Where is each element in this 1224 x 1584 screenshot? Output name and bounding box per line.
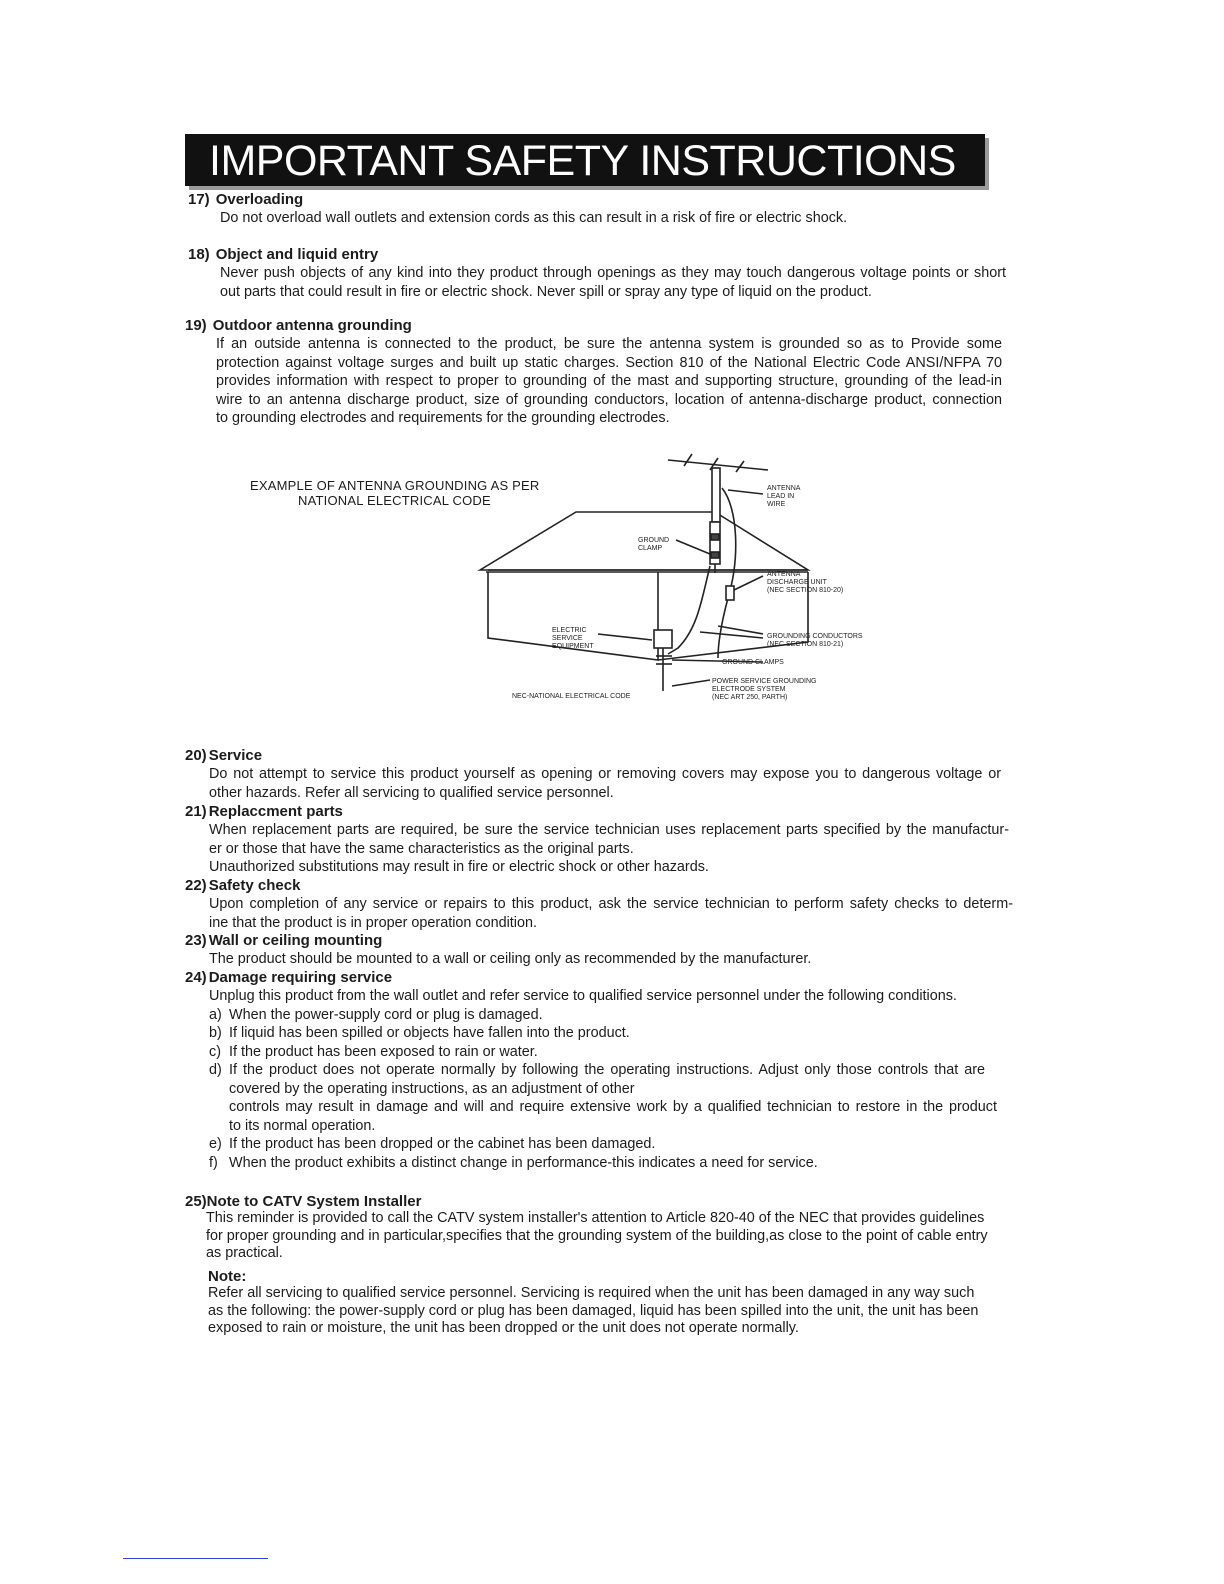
section-number: 23) — [185, 932, 207, 949]
section-18-body — [220, 264, 1006, 301]
text-line: If the product has been dropped or the cabinet has been damaged. — [229, 1136, 656, 1152]
section-number: 17) — [188, 191, 210, 208]
note-title: Note: — [208, 1268, 247, 1285]
section-number: 18) — [188, 246, 210, 263]
text-line: When the power-supply cord or plug is damaged. — [229, 1006, 543, 1023]
section-24-body — [209, 987, 995, 1172]
text-line: provides information with respect to proper to grounding of the mast and supporting structure, grounding of the lead-in — [216, 373, 1002, 389]
text-line: Do not attempt to service this product yourself as opening or removing covers may expose you to dangerous voltage or — [209, 766, 1001, 782]
text-line: other hazards. Refer all servicing to qualified service personnel. — [209, 784, 614, 801]
section-number: 24) — [185, 969, 207, 986]
section-number: 19) — [185, 317, 207, 334]
list-item — [209, 1154, 995, 1173]
section-23-body — [209, 950, 909, 969]
section-20-heading — [185, 747, 262, 764]
text-line: This reminder is provided to call the CATV system installer's attention to Article 820-40 of the NEC that provides guidelines — [206, 1210, 985, 1226]
list-item — [209, 1024, 995, 1043]
label-antenna-lead-in: ANTENNA LEAD IN WIRE — [767, 485, 801, 508]
list-item — [209, 1061, 995, 1135]
section-title: Service — [208, 747, 263, 764]
text-line: When replacement parts are required, be sure the service technician uses replacement parts specified by the manufactur- — [209, 822, 1009, 838]
antenna-grounding-diagram — [248, 448, 868, 708]
text-line: Unplug this product from the wall outlet and refer service to qualified service personnel under the following conditions. — [209, 988, 957, 1004]
text-line: as the following: the power-supply cord or plug has been damaged, liquid has been spilled into the unit, the unit has been — [208, 1302, 979, 1319]
list-letter: f) — [209, 1154, 218, 1171]
section-number: 20) — [185, 747, 207, 764]
text-line: controls may result in damage and will and require extensive work by a qualified technician to restore in the product — [229, 1099, 997, 1115]
section-title: Replaccment parts — [208, 803, 343, 820]
text-line: Unauthorized substitutions may result in fire or electric shock or other hazards. — [209, 859, 709, 875]
text-line: If liquid has been spilled or objects have fallen into the product. — [229, 1025, 630, 1041]
section-21-body — [209, 821, 1009, 877]
text-line: When the product exhibits a distinct change in performance-this indicates a need for service. — [229, 1154, 818, 1171]
label-discharge-unit: ANTENNA DISCHARGE UNIT (NEC SECTION 810-20) — [767, 571, 844, 594]
section-18-heading — [188, 246, 378, 263]
text-line: ine that the product is in proper operation condition. — [209, 914, 537, 931]
text-line: Upon completion of any service or repairs to this product, ask the service technician to perform safety checks to determ- — [209, 896, 1013, 912]
section-title: Object and liquid entry — [215, 246, 379, 263]
label-ground-clamps: GROUND CLAMPS — [722, 659, 784, 666]
page-title: IMPORTANT SAFETY INSTRUCTIONS — [209, 137, 956, 185]
text-line: If an outside antenna is connected to the product, be sure the antenna system is grounded so as to Provide some — [216, 336, 1002, 352]
footer-rule — [123, 1558, 268, 1559]
section-title: 25)Note to CATV System Installer — [185, 1193, 422, 1210]
text-line: to its normal operation. — [229, 1117, 376, 1134]
text-line: er or those that have the same characteristics as the original parts. — [209, 840, 634, 857]
section-22-body — [209, 895, 1013, 932]
list-letter: d) — [209, 1062, 222, 1078]
text-line: If the product has been exposed to rain or water. — [229, 1043, 538, 1060]
list-item — [209, 1043, 995, 1062]
list-item — [209, 1006, 995, 1025]
section-19-heading — [185, 317, 412, 334]
section-21-heading — [185, 803, 343, 820]
text-line: to grounding electrodes and requirements for the grounding electrodes. — [216, 410, 670, 426]
text-line: as practical. — [206, 1245, 283, 1261]
house-antenna-drawing — [248, 448, 868, 708]
section-number: 21) — [185, 803, 207, 820]
list-letter: a) — [209, 1006, 222, 1023]
section-24-heading — [185, 969, 392, 986]
label-grounding-conductors: GROUNDING CONDUCTORS (NEC SECTION 810-21) — [767, 633, 863, 648]
section-title: Wall or ceiling mounting — [208, 932, 383, 949]
text-line: protection against voltage surges and built up static charges. Section 810 of the National Electric Code ANSI/NFPA 70 — [216, 354, 1002, 371]
label-ground-clamp: GROUND CLAMP — [638, 537, 670, 552]
section-title: Outdoor antenna grounding — [212, 317, 412, 334]
text-line: Refer all servicing to qualified service personnel. Servicing is required when the unit has been damaged in any way such — [208, 1285, 975, 1301]
section-title: Damage requiring service — [208, 969, 393, 986]
text-line: Never push objects of any kind into they product through openings as they may touch dangerous voltage points or short — [220, 265, 1006, 281]
list-letter: b) — [209, 1025, 222, 1041]
text-line: covered by the operating instructions, as an adjustment of other — [229, 1080, 635, 1097]
diagram-title-line: NATIONAL ELECTRICAL CODE — [298, 493, 491, 508]
label-electric-service: ELECTRIC SERVICE EQUIPMENT — [552, 627, 594, 650]
section-25-body — [206, 1210, 1032, 1263]
label-nec: NEC-NATIONAL ELECTRICAL CODE — [512, 693, 631, 700]
section-22-heading — [185, 877, 300, 894]
section-23-heading — [185, 932, 382, 949]
list-item — [209, 1135, 995, 1154]
text-line: out parts that could result in fire or electric shock. Never spill or spray any type of liquid on the product. — [220, 283, 872, 300]
title-banner — [185, 134, 985, 186]
section-20-body — [209, 765, 1001, 802]
section-title: Overloading — [215, 191, 304, 208]
note-heading — [208, 1268, 246, 1285]
section-19-body — [216, 335, 1002, 428]
list-letter: c) — [209, 1043, 221, 1060]
section-number: 22) — [185, 877, 207, 894]
section-17-body — [220, 209, 900, 228]
text-line: wire to an antenna discharge product, size of grounding conductors, location of antenna-discharge product, connection — [216, 391, 1002, 408]
text-line: for proper grounding and in particular,specifies that the grounding system of the building,as close to the point of cable entry — [206, 1227, 988, 1244]
diagram-title-line: EXAMPLE OF ANTENNA GROUNDING AS PER — [250, 478, 540, 493]
section-17-heading — [188, 191, 303, 208]
text-line: Do not overload wall outlets and extension cords as this can result in a risk of fire or electric shock. — [220, 210, 848, 226]
note-body — [208, 1285, 1028, 1338]
list-letter: e) — [209, 1136, 222, 1152]
section-title: Safety check — [208, 877, 301, 894]
text-line: exposed to rain or moisture, the unit has been dropped or the unit does not operate normally. — [208, 1320, 799, 1336]
text-line: If the product does not operate normally by following the operating instructions. Adjust only those controls that are — [229, 1062, 985, 1078]
label-power-service: POWER SERVICE GROUNDING ELECTRODE SYSTEM (NEC ART 250, PARTH) — [712, 678, 817, 701]
text-line: The product should be mounted to a wall or ceiling only as recommended by the manufacturer. — [209, 951, 812, 967]
section-25-heading — [185, 1193, 421, 1210]
